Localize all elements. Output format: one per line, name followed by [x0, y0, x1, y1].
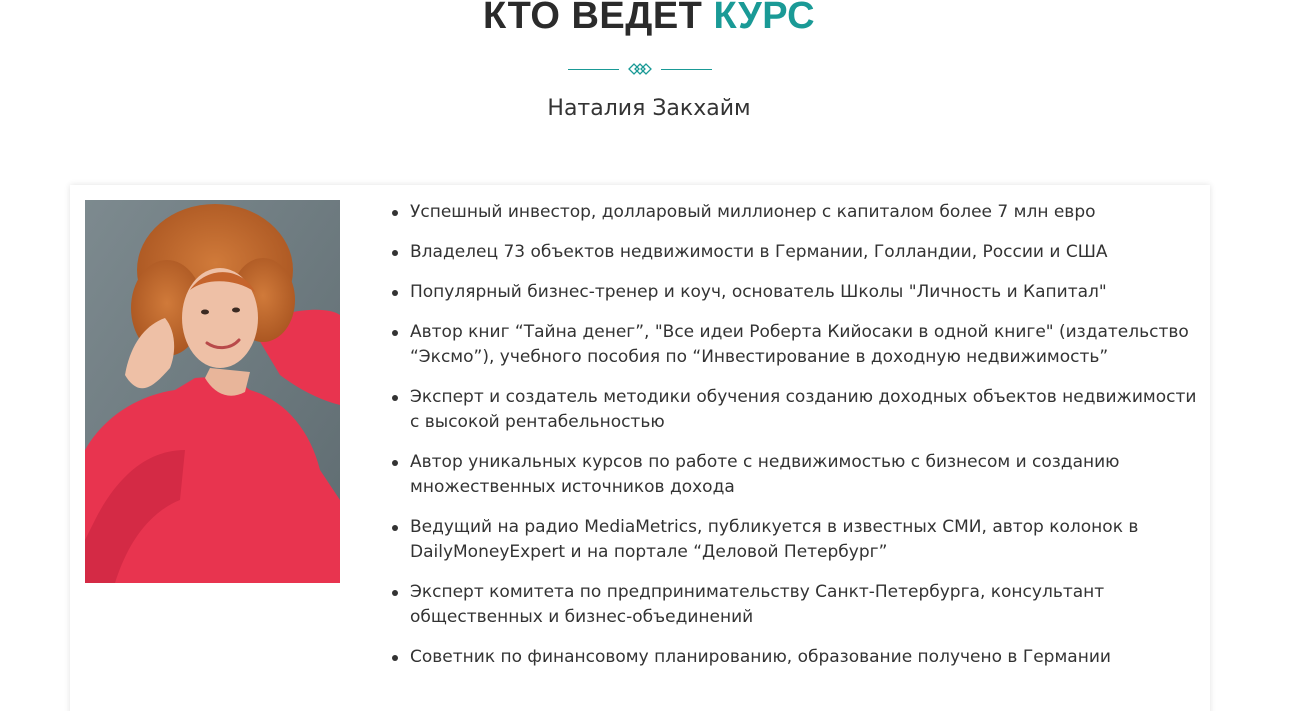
list-item: Автор уникальных курсов по работе с недвижимостью с бизнесом и созданию множественных источников дохода [410, 450, 1200, 500]
title-divider [568, 61, 712, 77]
speaker-card [70, 185, 1210, 711]
section-title [0, 0, 1298, 40]
double-diamond-ornament-icon [628, 61, 652, 77]
divider-line-left [568, 69, 619, 70]
list-item: Популярный бизнес-тренер и коуч, основатель Школы "Личность и Капитал" [410, 280, 1200, 305]
list-item: Советник по финансовому планированию, образование получено в Германии [410, 645, 1200, 670]
speaker-facts-list [410, 200, 1200, 685]
section-title-accent: КУРС [713, 0, 816, 37]
list-item: Ведущий на радио MediaMetrics, публикуется в известных СМИ, автор колонок в DailyMoneyExpert и на портале “Деловой Петербург” [410, 515, 1200, 565]
list-item: Успешный инвестор, долларовый миллионер с капиталом более 7 млн евро [410, 200, 1200, 225]
portrait-illustration [85, 200, 340, 583]
list-item: Эксперт и создатель методики обучения созданию доходных объектов недвижимости с высокой рентабельностью [410, 385, 1200, 435]
speaker-name: Наталия Закхайм [547, 96, 751, 121]
list-item: Владелец 73 объектов недвижимости в Германии, Голландии, России и США [410, 240, 1200, 265]
speaker-portrait-photo [85, 200, 340, 583]
section-title-main: КТО ВЕДЕТ [482, 0, 703, 37]
list-item: Автор книг “Тайна денег”, "Все идеи Роберта Кийосаки в одной книге" (издательство “Эксмо”), учебного пособия по “Инвестирование в доходную недвижимость” [410, 320, 1200, 370]
list-item: Эксперт комитета по предпринимательству Санкт-Петербурга, консультант общественных и бизнес-объединений [410, 580, 1200, 630]
divider-line-right [661, 69, 712, 70]
